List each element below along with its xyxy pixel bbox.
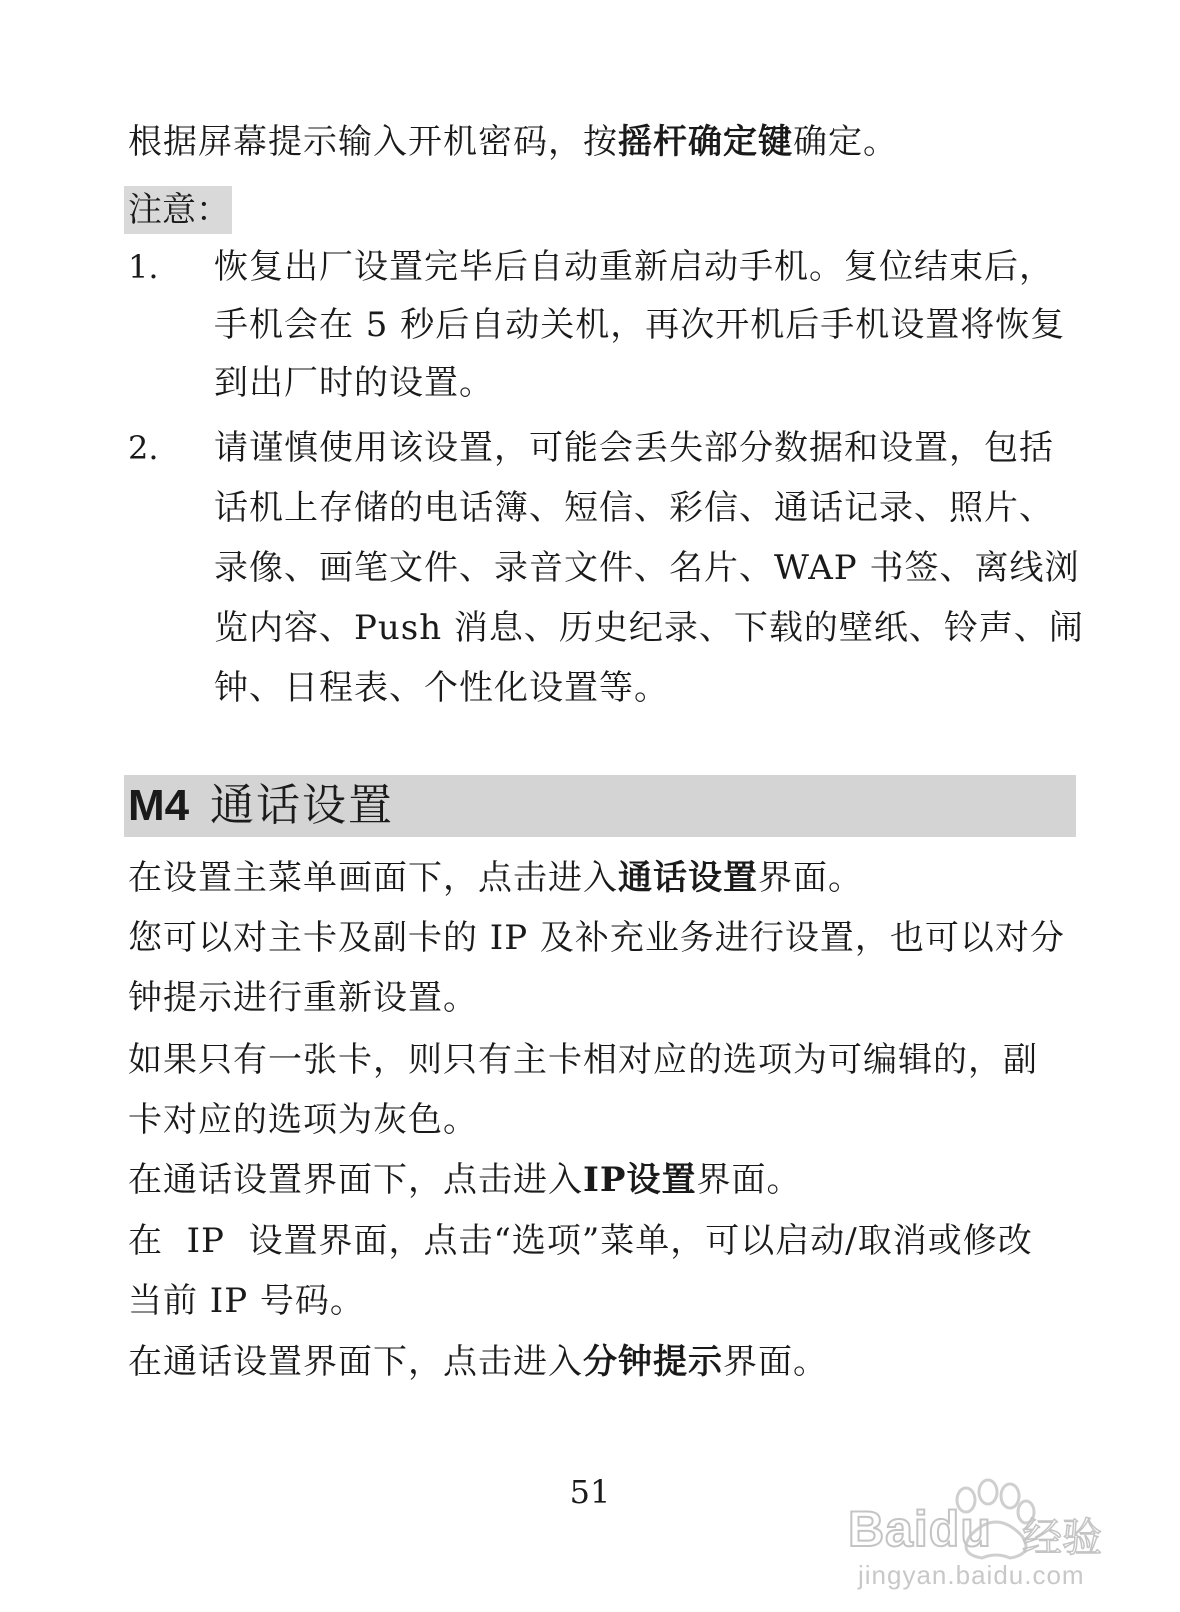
section-code: M4 (128, 781, 190, 830)
note-label: 注意： (124, 186, 232, 234)
intro-paragraph (128, 122, 898, 162)
body-paragraph-2-line-2: 钟提示进行重新设置。 (128, 978, 478, 1018)
body-paragraph-3-line-1: 如果只有一张卡，则只有主卡相对应的选项为可编辑的，副 (128, 1040, 1038, 1080)
list-item-1-line-1: 恢复出厂设置完毕后自动重新启动手机。复位结束后， (214, 247, 1054, 287)
list-item-2-line-4: 览内容、Push 消息、历史纪录、下载的壁纸、铃声、闹 (214, 608, 1084, 648)
watermark-url: jingyan.baidu.com (858, 1560, 1085, 1590)
p1-prefix: 在设置主菜单画面下，点击进入 (128, 858, 618, 898)
list-number-1: 1. (128, 248, 159, 286)
p1-bold: 通话设置 (618, 858, 758, 898)
list-item-2-line-2: 话机上存储的电话簿、短信、彩信、通话记录、照片、 (214, 488, 1054, 528)
body-paragraph-3-line-2: 卡对应的选项为灰色。 (128, 1100, 478, 1140)
list-item-1-line-3: 到出厂时的设置。 (214, 363, 494, 403)
p1-suffix: 界面。 (758, 858, 863, 898)
p6-suffix: 界面。 (723, 1342, 828, 1382)
watermark-brand-cn: 经验 (1022, 1515, 1102, 1561)
body-paragraph-2-line-1: 您可以对主卡及副卡的 IP 及补充业务进行设置，也可以对分 (128, 918, 1065, 958)
watermark-brand: Baidu (848, 1501, 992, 1557)
p4-bold: IP设置 (583, 1160, 697, 1200)
intro-suffix: 确定。 (793, 122, 898, 162)
list-number-2: 2. (128, 429, 159, 467)
body-paragraph-5-line-2: 当前 IP 号码。 (128, 1281, 365, 1321)
page-number: 51 (569, 1473, 611, 1511)
body-paragraph-6 (128, 1342, 828, 1382)
p4-suffix: 界面。 (696, 1160, 802, 1200)
body-paragraph-5-line-1: 在 IP 设置界面，点击“选项”菜单，可以启动/取消或修改 (128, 1221, 1033, 1261)
intro-text: 根据屏幕提示输入开机密码，按 (128, 122, 618, 162)
p4-prefix: 在通话设置界面下，点击进入 (128, 1160, 583, 1200)
list-item-1-line-2: 手机会在 5 秒后自动关机，再次开机后手机设置将恢复 (214, 305, 1066, 345)
list-item-2-line-1: 请谨慎使用该设置，可能会丢失部分数据和设置，包括 (214, 428, 1054, 468)
body-paragraph-4 (128, 1160, 801, 1200)
p6-prefix: 在通话设置界面下，点击进入 (128, 1342, 583, 1382)
list-item-2-line-5: 钟、日程表、个性化设置等。 (214, 668, 669, 708)
intro-bold-key: 摇杆确定键 (618, 122, 793, 162)
body-paragraph-1 (128, 858, 863, 898)
section-title: 通话设置 (210, 780, 394, 831)
p6-bold: 分钟提示 (583, 1342, 723, 1382)
list-item-2-line-3: 录像、画笔文件、录音文件、名片、WAP 书签、离线浏 (214, 548, 1080, 588)
